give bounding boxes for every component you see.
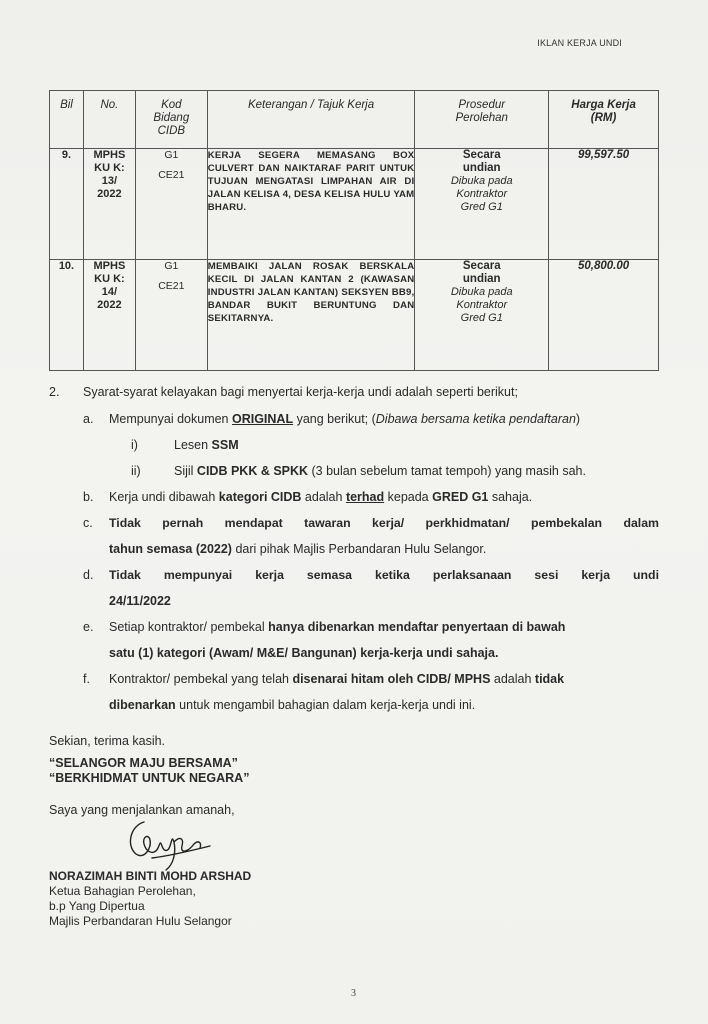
item-c-line2-bold: tahun semasa (2022) bbox=[109, 542, 232, 556]
item-f-line2 bbox=[109, 698, 475, 712]
closing-motto2: “BERKHIDMAT UNTUK NEGARA” bbox=[49, 771, 250, 785]
works-table bbox=[49, 90, 659, 371]
row-prosedur-line3: Dibuka pada bbox=[450, 286, 513, 298]
header-prosedur bbox=[415, 91, 549, 149]
item-f-line2-bold: dibenarkan bbox=[109, 698, 176, 712]
item-b-label: b. bbox=[83, 490, 94, 504]
row-no-line3: 13/ bbox=[101, 175, 118, 187]
item-c-line2 bbox=[109, 542, 486, 556]
item-a-i-label: i) bbox=[131, 438, 138, 452]
header-kod-line1: Kod bbox=[161, 99, 182, 111]
item-a-ii-bold: CIDB PKK & SPKK bbox=[196, 464, 309, 478]
header-harga bbox=[549, 91, 659, 149]
item-a-i-text bbox=[174, 438, 239, 452]
row-kod bbox=[135, 260, 207, 371]
row-prosedur bbox=[415, 149, 549, 260]
item-b-bold1: kategori CIDB bbox=[218, 490, 302, 504]
row-no bbox=[83, 149, 135, 260]
item-c-line1: Tidak pernah mendapat tawaran kerja/ perkhidmatan/ pembekalan dalam bbox=[109, 516, 659, 530]
row-kod-gred: G1 bbox=[164, 149, 179, 161]
item-a-post: ) bbox=[575, 412, 581, 426]
row-harga: 99,597.50 bbox=[549, 149, 659, 260]
item-e-label: e. bbox=[83, 620, 94, 634]
row-keterangan: KERJA SEGERA MEMASANG BOX CULVERT DAN NAIKTARAF PARIT UNTUK TUJUAN MENGATASI LIMPAHAN AIR DI JALAN KELISA 4, DESA KELISA HULU YAM BHARU. bbox=[207, 149, 415, 260]
item-e-line1-bold: hanya dibenarkan mendaftar penyertaan di bawah bbox=[268, 620, 566, 634]
header-prosedur-line2: Perolehan bbox=[455, 112, 508, 124]
item-a-ii-text bbox=[174, 464, 586, 478]
row-prosedur-line4: Kontraktor bbox=[456, 299, 508, 311]
row-prosedur-line1: Secara bbox=[462, 260, 501, 272]
row-prosedur-line2: undian bbox=[462, 162, 501, 174]
item-f-line1-pre: Kontraktor/ pembekal yang telah bbox=[109, 672, 293, 686]
closing-motto1: “SELANGOR MAJU BERSAMA” bbox=[49, 756, 238, 770]
table-header-row bbox=[50, 91, 659, 149]
item-b-post: sahaja. bbox=[488, 490, 533, 504]
row-bil: 10. bbox=[50, 260, 84, 371]
row-no-line1: MPHS bbox=[93, 260, 126, 272]
row-kod-gred: G1 bbox=[164, 260, 179, 272]
row-no-line1: MPHS bbox=[93, 149, 126, 161]
item-c-label: c. bbox=[83, 516, 93, 530]
row-no-line4: 2022 bbox=[97, 299, 122, 311]
row-no-line3: 14/ bbox=[101, 286, 118, 298]
header-tag: IKLAN KERJA UNDI bbox=[537, 38, 622, 48]
closing-thanks: Sekian, terima kasih. bbox=[49, 734, 166, 748]
section-intro: Syarat-syarat kelayakan bagi menyertai kerja-kerja undi adalah seperti berikut; bbox=[83, 385, 518, 399]
item-a-italic: Dibawa bersama ketika pendaftaran bbox=[375, 412, 576, 426]
item-f-line1-bold2: tidak bbox=[534, 672, 565, 686]
row-bil: 9. bbox=[50, 149, 84, 260]
signature bbox=[122, 812, 212, 874]
item-b-bold-u: terhad bbox=[345, 490, 385, 504]
row-no-line2: KU K: bbox=[94, 273, 125, 285]
table-row bbox=[50, 260, 659, 371]
item-b-mid2: kepada bbox=[384, 490, 433, 504]
row-prosedur-line3: Dibuka pada bbox=[450, 175, 513, 187]
item-c-line2-post: dari pihak Majlis Perbandaran Hulu Selangor. bbox=[231, 542, 487, 556]
row-prosedur bbox=[415, 260, 549, 371]
item-a-ii-pre: Sijil bbox=[174, 464, 197, 478]
header-harga-line2: (RM) bbox=[590, 112, 617, 124]
signatory-title1: Ketua Bahagian Perolehan, bbox=[49, 884, 196, 898]
page-number: 3 bbox=[351, 988, 356, 999]
item-f-line1 bbox=[109, 672, 564, 686]
signatory-title2: b.p Yang Dipertua bbox=[49, 899, 145, 913]
item-f-line1-bold: disenarai hitam oleh CIDB/ MPHS bbox=[292, 672, 491, 686]
item-a-i-pre: Lesen bbox=[174, 438, 212, 452]
item-b-text bbox=[109, 490, 532, 504]
row-kod-code: CE21 bbox=[158, 169, 185, 181]
item-f-label: f. bbox=[83, 672, 90, 686]
row-no-line4: 2022 bbox=[97, 188, 122, 200]
header-kod-line2: Bidang bbox=[153, 112, 190, 124]
row-prosedur-line5: Gred G1 bbox=[460, 201, 503, 213]
item-f-line1-mid: adalah bbox=[490, 672, 535, 686]
row-prosedur-line4: Kontraktor bbox=[456, 188, 508, 200]
row-prosedur-line5: Gred G1 bbox=[460, 312, 503, 324]
item-d-line1: Tidak mempunyai kerja semasa ketika perlaksanaan sesi kerja undi bbox=[109, 568, 659, 582]
header-prosedur-line1: Prosedur bbox=[458, 99, 506, 111]
row-no-line2: KU K: bbox=[94, 162, 125, 174]
section-number: 2. bbox=[49, 385, 60, 399]
item-a-label: a. bbox=[83, 412, 94, 426]
item-a-ii-label: ii) bbox=[131, 464, 141, 478]
item-b-mid: adalah bbox=[301, 490, 346, 504]
item-a-emph: ORIGINAL bbox=[231, 412, 294, 426]
row-harga: 50,800.00 bbox=[549, 260, 659, 371]
row-kod bbox=[135, 149, 207, 260]
item-e-line1-pre: Setiap kontraktor/ pembekal bbox=[109, 620, 269, 634]
row-prosedur-line2: undian bbox=[462, 273, 501, 285]
item-e-line1 bbox=[109, 620, 659, 634]
signatory-name: NORAZIMAH BINTI MOHD ARSHAD bbox=[49, 869, 252, 883]
row-prosedur-line1: Secara bbox=[462, 149, 501, 161]
header-kod-line3: CIDB bbox=[157, 125, 186, 137]
item-d-label: d. bbox=[83, 568, 94, 582]
item-a-mid: yang berikut; ( bbox=[293, 412, 376, 426]
header-keterangan: Keterangan / Tajuk Kerja bbox=[207, 91, 415, 149]
item-e-line2: satu (1) kategori (Awam/ M&E/ Bangunan) kerja-kerja undi sahaja. bbox=[109, 646, 499, 660]
header-bil: Bil bbox=[50, 91, 84, 149]
item-a-text bbox=[109, 412, 580, 426]
row-keterangan: MEMBAIKI JALAN ROSAK BERSKALA KECIL DI JALAN KANTAN 2 (KAWASAN INDUSTRI JALAN KANTAN) SEKSYEN BB9, BANDAR BUKIT BERUNTUNG DAN SEKITARNYA. bbox=[207, 260, 415, 371]
item-b-pre: Kerja undi dibawah bbox=[109, 490, 219, 504]
item-d-line2: 24/11/2022 bbox=[109, 594, 171, 608]
header-no: No. bbox=[83, 91, 135, 149]
item-a-i-bold: SSM bbox=[211, 438, 239, 452]
item-a-ii-post: (3 bulan sebelum tamat tempoh) yang masih sah. bbox=[308, 464, 586, 478]
closing-amanah: Saya yang menjalankan amanah, bbox=[49, 803, 235, 817]
row-kod-code: CE21 bbox=[158, 280, 185, 292]
table-row bbox=[50, 149, 659, 260]
item-a-pre: Mempunyai dokumen bbox=[109, 412, 232, 426]
item-f-line2-post: untuk mengambil bahagian dalam kerja-kerja undi ini. bbox=[175, 698, 476, 712]
header-kod bbox=[135, 91, 207, 149]
row-no bbox=[83, 260, 135, 371]
header-harga-line1: Harga Kerja bbox=[571, 99, 636, 111]
signatory-title3: Majlis Perbandaran Hulu Selangor bbox=[49, 914, 232, 928]
item-b-bold2: GRED G1 bbox=[432, 490, 489, 504]
